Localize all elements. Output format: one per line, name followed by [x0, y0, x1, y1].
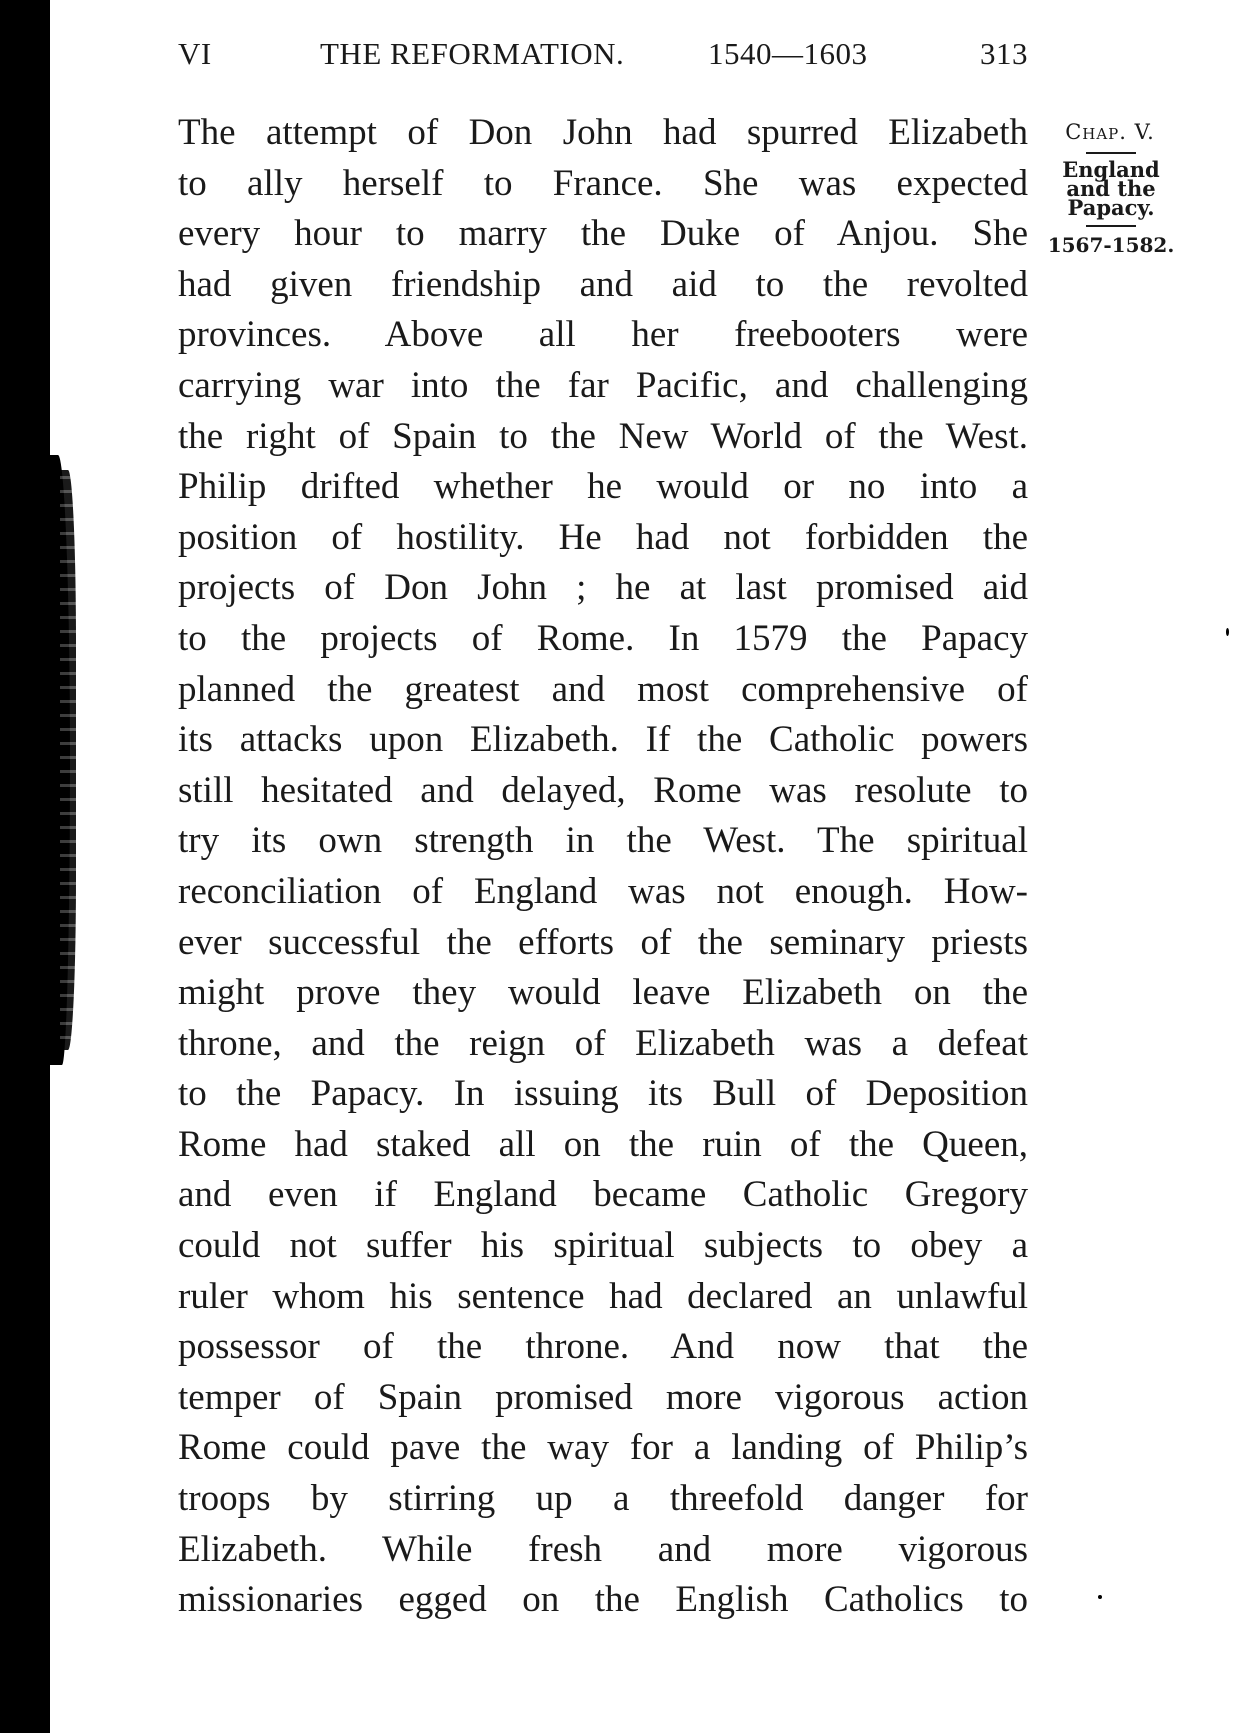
body-text	[178, 108, 1028, 1626]
text-line: every hour to marry the Duke of Anjou. She	[178, 213, 1028, 255]
running-head	[178, 36, 1028, 76]
binding-shadow	[0, 0, 50, 1733]
margin-note-topic	[1046, 157, 1176, 220]
text-line: provinces. Above all her freebooters were	[178, 314, 1028, 356]
text-line: reconciliation of England was not enough. How-	[178, 870, 1028, 912]
binding-shadow-edge	[60, 470, 76, 1050]
text-line: Philip drifted whether he would or no into a	[178, 466, 1028, 508]
text-line: its attacks upon Elizabeth. If the Catholic powers	[178, 719, 1028, 761]
margin-note-years: 1567-1582.	[1047, 233, 1175, 257]
text-line: missionaries egged on the English Catholics to	[178, 1579, 1028, 1621]
margin-note-topic-line: Papacy.	[1067, 195, 1155, 220]
text-line: Elizabeth. While fresh and more vigorous	[178, 1528, 1028, 1570]
ink-speck	[1098, 1595, 1102, 1599]
margin-note-topic-line: England	[1062, 157, 1160, 182]
text-line: ever successful the efforts of the seminary priests	[178, 921, 1028, 963]
margin-note-rule	[1086, 152, 1136, 154]
text-line: throne, and the reign of Elizabeth was a defeat	[178, 1022, 1028, 1064]
text-line: might prove they would leave Elizabeth on the	[178, 972, 1028, 1014]
text-line: The attempt of Don John had spurred Elizabeth	[178, 112, 1028, 153]
text-line: try its own strength in the West. The spiritual	[178, 820, 1028, 862]
margin-note-topic-line: and the	[1066, 176, 1156, 201]
text-line: temper of Spain promised more vigorous action	[178, 1376, 1028, 1418]
text-line: projects of Don John ; he at last promised aid	[178, 567, 1028, 609]
running-head-title: THE REFORMATION.	[320, 36, 625, 71]
text-line: planned the greatest and most comprehensive of	[178, 668, 1028, 710]
text-line: Rome had staked all on the ruin of the Queen,	[178, 1123, 1028, 1165]
text-line: possessor of the throne. And now that the	[178, 1326, 1028, 1368]
ink-speck	[1226, 628, 1229, 636]
text-line: troops by stirring up a threefold danger for	[178, 1478, 1028, 1520]
text-line: ruler whom his sentence had declared an unlawful	[178, 1275, 1028, 1317]
margin-note-rule	[1086, 225, 1136, 227]
text-line: and even if England became Catholic Gregory	[178, 1174, 1028, 1216]
text-line: to the projects of Rome. In 1579 the Papacy	[178, 617, 1028, 659]
text-line: the right of Spain to the New World of the West.	[178, 415, 1028, 457]
text-line: carrying war into the far Pacific, and challenging	[178, 364, 1028, 406]
text-line: could not suffer his spiritual subjects to obey a	[178, 1225, 1028, 1267]
page-number: 313	[980, 36, 1028, 71]
margin-note-chapter: Chap. V.	[1065, 120, 1155, 144]
running-head-dates: 1540—1603	[708, 36, 868, 71]
text-line: position of hostility. He had not forbidden the	[178, 516, 1028, 558]
margin-note	[1046, 120, 1176, 257]
text-line: still hesitated and delayed, Rome was resolute to	[178, 769, 1028, 811]
text-line: Rome could pave the way for a landing of Philip’s	[178, 1427, 1028, 1469]
text-line: had given friendship and aid to the revolted	[178, 263, 1028, 305]
text-line: to the Papacy. In issuing its Bull of Deposition	[178, 1073, 1028, 1115]
text-line: to ally herself to France. She was expected	[178, 162, 1028, 204]
running-head-chapter: VI	[178, 36, 212, 71]
